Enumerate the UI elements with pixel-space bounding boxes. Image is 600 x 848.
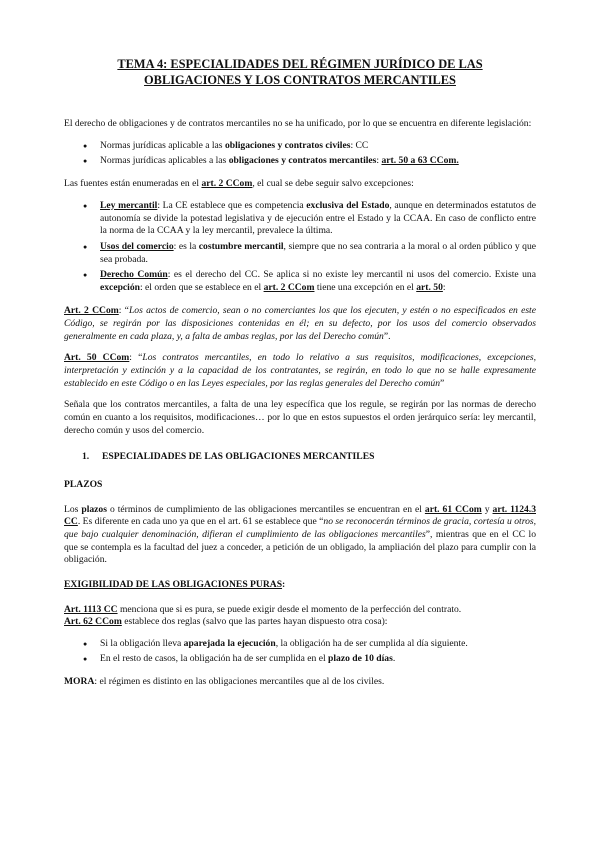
list-item: ● En el resto de casos, la obligación ha de ser cumplida en el plazo de 10 días. (100, 653, 536, 666)
list-item: ● Ley mercantil: La CE establece que es competencia exclusiva del Estado, aunque en determinados estatutos de autonomía se divide la potestad legislativa y de ejecución entre el Estado y la CCAA. En caso de conflicto entre la norma de la CCAA y la ley mercantil, prevalece la última. (100, 200, 536, 238)
sources-paragraph: Las fuentes están enumeradas en el art. 2 CCom, el cual se debe seguir salvo excepciones: (64, 178, 414, 190)
intro-paragraph: El derecho de obligaciones y de contratos mercantiles no se ha unificado, por lo que se encuentra en diferente legislación: (64, 118, 532, 130)
article-reference: art. 50 a 63 CCom. (381, 154, 459, 166)
source-label: Usos del comercio (100, 240, 174, 252)
document-title: TEMA 4: ESPECIALIDADES DEL RÉGIMEN JURÍDICO DE LAS OBLIGACIONES Y LOS CONTRATOS MERCANTILES (117, 57, 483, 88)
section-heading: 1. ESPECIALIDADES DE LAS OBLIGACIONES MERCANTILES (82, 451, 375, 463)
exigibilidad-line-1: Art. 1113 CC menciona que si es pura, se puede exigir desde el momento de la perfección del contrato. (64, 603, 462, 615)
article-reference: art. 50 (416, 281, 443, 293)
plazos-heading: PLAZOS (64, 479, 103, 491)
summary-paragraph: Señala que los contratos mercantiles, a falta de una ley específica que los regule, se regirán por las normas de derecho común en cuanto a los requisitos, modificaciones… por lo que en estos supuestos el orden jerárquico sería: ley mercantil, derecho común y usos del comercio. (64, 399, 536, 436)
article-reference: art. 1124.3 CC (64, 503, 536, 528)
mora-paragraph: MORA: el régimen es distinto en las obligaciones mercantiles que al de los civiles. (64, 676, 385, 688)
exigibilidad-list (64, 638, 536, 665)
quote-art50: Art. 50 CCom: “Los contratos mercantiles, en todo lo relativo a sus requisitos, modificaciones, excepciones, interpretación y extinción y a la capacidad de los contratantes, se regirán, en todo lo que no se halle expresamente establecido en este Código o en las Leyes especiales, por las reglas generales del Derecho común” (64, 352, 536, 389)
article-reference: Art. 62 CCom (64, 616, 122, 628)
article-reference: Art. 50 CCom (64, 352, 130, 364)
laws-list (64, 140, 536, 167)
list-item: ● Normas jurídicas aplicables a las obligaciones y contratos mercantiles: art. 50 a 63 CCom. (100, 155, 536, 168)
article-reference: Art. 1113 CC (64, 603, 118, 615)
article-reference: art. 2 CCom (201, 178, 253, 190)
list-item: ● Normas jurídicas aplicable a las obligaciones y contratos civiles: CC (100, 140, 536, 153)
quote-art2: Art. 2 CCom: “Los actos de comercio, sean o no comerciantes los que los ejecuten, y estén o no especificados en este Código, se regirán por las disposiciones contenidas en él; en su defecto, por los usos del comercio observados generalmente en cada plaza, y, a falta de ambas reglas, por las del Derecho común”. (64, 305, 536, 342)
article-reference: Art. 2 CCom (64, 305, 119, 317)
list-item: ● Si la obligación lleva aparejada la ejecución, la obligación ha de ser cumplida al día siguiente. (100, 638, 536, 651)
exigibilidad-heading: EXIGIBILIDAD DE LAS OBLIGACIONES PURAS: (64, 578, 286, 590)
list-item: ● Usos del comercio: es la costumbre mercantil, siempre que no sea contraria a la moral o al orden público y que sea probada. (100, 241, 536, 266)
source-label: Derecho Común (100, 269, 168, 281)
exigibilidad-line-2: Art. 62 CCom establece dos reglas (salvo que las partes hayan dispuesto otra cosa): (64, 616, 388, 628)
list-item: ● Derecho Común: es el derecho del CC. Se aplica si no existe ley mercantil ni usos del comercio. Existe una excepción: el orden que se establece en el art. 2 CCom tiene una excepción en el art. 50: (100, 269, 536, 294)
sources-list (64, 200, 536, 295)
article-reference: art. 2 CCom (263, 281, 315, 293)
article-reference: art. 61 CCom (424, 503, 482, 515)
source-label: Ley mercantil (100, 199, 158, 211)
plazos-paragraph: Los plazos o términos de cumplimiento de las obligaciones mercantiles se encuentran en el art. 61 CCom y art. 1124.3 CC. Es diferente en cada uno ya que en el art. 61 se establece que “no se reconocerán términos de gracia, cortesía u otros, que bajo cualquier denominación, difieran el cumplimiento de las obligaciones mercantiles”, mientras que en el CC lo que se contempla es la facultad del juez a conceder, a petición de un obligado, la ampliación del plazo para cumplir con la obligación. (64, 503, 536, 566)
